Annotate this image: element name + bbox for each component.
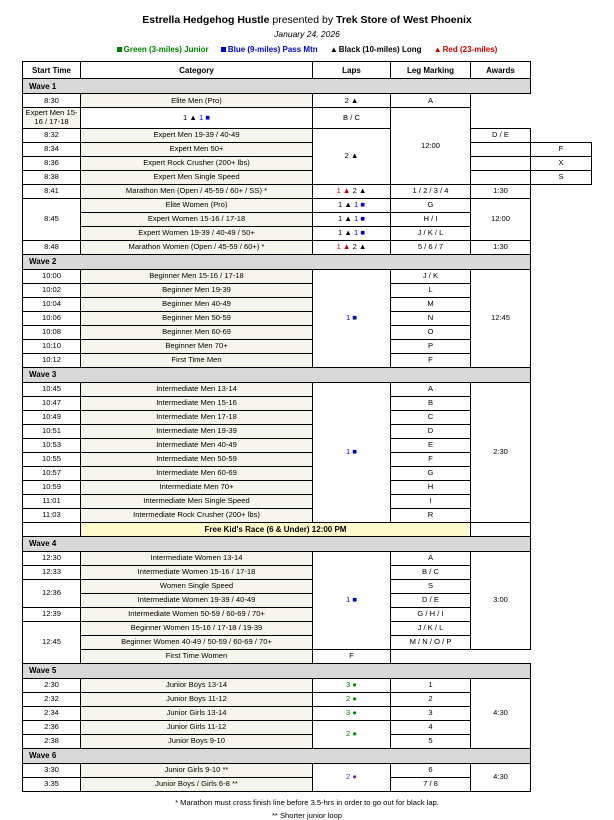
cell-start-time: 10:04 <box>23 297 81 311</box>
table-row <box>23 763 592 777</box>
cell-start-time: 10:59 <box>23 480 81 494</box>
cell-leg-marking: M / N / O / P <box>391 635 471 649</box>
cell-category: Expert Men 19-39 / 40-49 <box>81 128 313 142</box>
cell-category: Expert Men 15-16 / 17-18 <box>23 108 81 128</box>
green-square-icon <box>117 47 122 52</box>
cell-start-time: 10:55 <box>23 452 81 466</box>
cell-start-time: 10:53 <box>23 438 81 452</box>
cell-laps: 2 ▲ <box>313 94 391 108</box>
cell-start-time: 2:34 <box>23 706 81 720</box>
cell-leg-marking: G <box>391 198 471 212</box>
cell-start-time: 10:49 <box>23 410 81 424</box>
cell-leg-marking: 1 / 2 / 3 / 4 <box>391 184 471 198</box>
cell-start-time: 10:08 <box>23 325 81 339</box>
cell-start-time: 11:01 <box>23 494 81 508</box>
table-row <box>23 269 592 283</box>
table-row <box>23 170 592 184</box>
wave-label: Wave 5 <box>23 663 531 678</box>
cell-leg-marking: L <box>391 283 471 297</box>
cell-category: Marathon Women (Open / 45-59 / 60+) * <box>81 240 313 254</box>
cell-category: Beginner Men 70+ <box>81 339 313 353</box>
cell-leg-marking: B / C <box>391 565 471 579</box>
footnote-junior-loop: ** Shorter junior loop <box>271 810 343 820</box>
cell-start-time: 8:45 <box>23 198 81 240</box>
page-title <box>22 14 592 26</box>
cell-leg-marking: B / C <box>313 108 391 128</box>
cell-laps: 2 ● <box>313 763 391 791</box>
cell-category: Women Single Speed <box>81 579 313 593</box>
cell-laps: 1 ▲ 2 ▲ <box>313 240 391 254</box>
cell-laps <box>471 170 531 184</box>
cell-awards: 4:30 <box>471 763 531 791</box>
col-leg-marking: Leg Marking <box>391 62 471 79</box>
cell-leg-marking: M <box>391 297 471 311</box>
cell-start-time: 8:36 <box>23 156 81 170</box>
kids-race-spacer-left <box>23 522 81 536</box>
cell-awards: 2:30 <box>471 382 531 522</box>
cell-leg-marking: F <box>531 142 592 156</box>
cell-laps: 1 ▲ 1 ■ <box>313 198 391 212</box>
wave-label: Wave 1 <box>23 79 531 94</box>
title-connector: presented by <box>269 14 336 26</box>
cell-leg-marking: D / E <box>471 128 531 142</box>
cell-laps: 3 ● <box>313 678 391 692</box>
course-legend <box>22 45 592 54</box>
table-row <box>23 94 592 108</box>
wave-header-row <box>23 367 592 382</box>
cell-leg-marking: 1 <box>391 678 471 692</box>
cell-category: Elite Men (Pro) <box>81 94 313 108</box>
cell-start-time: 12:45 <box>23 621 81 663</box>
table-row <box>23 382 592 396</box>
event-name: Estrella Hedgehog Hustle <box>142 14 270 26</box>
wave-label: Wave 6 <box>23 748 531 763</box>
cell-leg-marking: G <box>391 466 471 480</box>
wave-label: Wave 3 <box>23 367 531 382</box>
cell-laps: 1 ▲ 1 ■ <box>313 212 391 226</box>
wave-header-row <box>23 748 592 763</box>
cell-category: Intermediate Women 15-16 / 17-18 <box>81 565 313 579</box>
kids-race-label: Free Kid's Race (6 & Under) 12:00 PM <box>81 522 471 536</box>
cell-category: Expert Women 15-16 / 17-18 <box>81 212 313 226</box>
cell-leg-marking: S <box>391 579 471 593</box>
legend-item-black <box>330 45 422 54</box>
cell-category: Intermediate Men 50-59 <box>81 452 313 466</box>
cell-leg-marking: 4 <box>391 720 471 734</box>
cell-laps: 2 ● <box>313 720 391 748</box>
cell-laps: 1 ▲ 2 ▲ <box>313 184 391 198</box>
cell-leg-marking: A <box>391 551 471 565</box>
cell-category: Intermediate Men Single Speed <box>81 494 313 508</box>
host-name: Trek Store of West Phoenix <box>335 14 472 26</box>
cell-start-time: 8:41 <box>23 184 81 198</box>
cell-category: Junior Boys 13-14 <box>81 678 313 692</box>
cell-category: Intermediate Men 13-14 <box>81 382 313 396</box>
cell-category: Intermediate Women 50-59 / 60-69 / 70+ <box>81 607 313 621</box>
cell-leg-marking: O <box>391 325 471 339</box>
cell-awards: 1:30 <box>471 184 531 198</box>
legend-label-red: Red (23-miles) <box>442 45 498 54</box>
table-row <box>23 198 592 212</box>
cell-category: Elite Women (Pro) <box>81 198 313 212</box>
legend-item-green <box>117 45 209 54</box>
legend-label-black: Black (10-miles) Long <box>338 45 422 54</box>
cell-leg-marking: A <box>391 382 471 396</box>
cell-category: Junior Girls 11-12 <box>81 720 313 734</box>
cell-start-time: 12:30 <box>23 551 81 565</box>
cell-leg-marking: D / E <box>391 593 471 607</box>
cell-category: Beginner Women 15-16 / 17-18 / 19-39 <box>81 621 313 635</box>
table-row <box>23 156 592 170</box>
cell-leg-marking: R <box>391 508 471 522</box>
col-start-time: Start Time <box>23 62 81 79</box>
table-row <box>23 649 592 663</box>
table-row <box>23 678 592 692</box>
cell-awards: 12:00 <box>471 198 531 240</box>
kids-race-row <box>23 522 592 536</box>
cell-leg-marking: A <box>391 94 471 108</box>
cell-start-time: 10:00 <box>23 269 81 283</box>
cell-category: First Time Women <box>81 649 313 663</box>
cell-laps: 1 ■ <box>313 382 391 522</box>
cell-category: Expert Men Single Speed <box>81 170 313 184</box>
cell-awards: 3:00 <box>471 551 531 649</box>
cell-leg-marking: 6 <box>391 763 471 777</box>
cell-category: Beginner Women 40-49 / 50-59 / 60-69 / 70+ <box>81 635 313 649</box>
cell-category: Expert Women 19-39 / 40-49 / 50+ <box>81 226 313 240</box>
wave-label: Wave 4 <box>23 536 531 551</box>
cell-awards: 1:30 <box>471 240 531 254</box>
event-date: January 24, 2026 <box>274 29 340 39</box>
cell-start-time: 3:35 <box>23 777 81 791</box>
cell-leg-marking: J / K / L <box>391 226 471 240</box>
cell-leg-marking: P <box>391 339 471 353</box>
cell-start-time: 10:57 <box>23 466 81 480</box>
cell-laps: 1 ■ <box>313 269 391 367</box>
cell-category: Intermediate Men 15-16 <box>81 396 313 410</box>
table-header-row <box>23 62 592 79</box>
cell-start-time: 10:02 <box>23 283 81 297</box>
col-category: Category <box>81 62 313 79</box>
cell-start-time: 11:03 <box>23 508 81 522</box>
col-laps: Laps <box>313 62 391 79</box>
cell-leg-marking: G / H / I <box>391 607 471 621</box>
cell-category: Intermediate Men 70+ <box>81 480 313 494</box>
cell-start-time: 8:30 <box>23 94 81 108</box>
cell-leg-marking: D <box>391 424 471 438</box>
wave-header-row <box>23 79 592 94</box>
cell-leg-marking: 7 / 8 <box>391 777 471 791</box>
cell-start-time: 10:47 <box>23 396 81 410</box>
cell-category: Beginner Men 60-69 <box>81 325 313 339</box>
cell-category: Expert Men 50+ <box>81 142 313 156</box>
cell-category: Beginner Men 19-39 <box>81 283 313 297</box>
table-row <box>23 128 592 142</box>
cell-leg-marking: H <box>391 480 471 494</box>
cell-start-time: 8:32 <box>23 128 81 142</box>
cell-category: Junior Boys / Girls 6-8 ** <box>81 777 313 791</box>
wave-header-row <box>23 663 592 678</box>
table-row <box>23 142 592 156</box>
cell-category: Beginner Men 40-49 <box>81 297 313 311</box>
cell-start-time: 2:38 <box>23 734 81 748</box>
cell-category: Intermediate Women 13-14 <box>81 551 313 565</box>
schedule-body <box>23 79 592 791</box>
cell-category: Junior Girls 13-14 <box>81 706 313 720</box>
legend-label-green: Green (3-miles) Junior <box>123 45 209 54</box>
cell-category: Intermediate Men 60-69 <box>81 466 313 480</box>
cell-leg-marking: J / K / L <box>391 621 471 635</box>
black-triangle-icon: ▲ <box>329 45 338 55</box>
cell-leg-marking: N <box>391 311 471 325</box>
cell-category: Junior Girls 9-10 ** <box>81 763 313 777</box>
cell-laps: 2 ▲ <box>313 128 391 184</box>
cell-laps: 1 ▲ 1 ■ <box>81 108 313 128</box>
red-triangle-icon: ▲ <box>433 45 442 55</box>
col-awards: Awards <box>471 62 531 79</box>
cell-laps: 1 ▲ 1 ■ <box>313 226 391 240</box>
table-row <box>23 108 592 128</box>
cell-start-time: 8:38 <box>23 170 81 184</box>
cell-start-time: 10:51 <box>23 424 81 438</box>
cell-start-time: 8:34 <box>23 142 81 156</box>
cell-category: Beginner Men 15-16 / 17-18 <box>81 269 313 283</box>
cell-start-time: 2:32 <box>23 692 81 706</box>
cell-start-time: 3:30 <box>23 763 81 777</box>
schedule-table <box>22 61 592 791</box>
cell-laps: 2 ● <box>313 692 391 706</box>
cell-category: Intermediate Men 40-49 <box>81 438 313 452</box>
cell-category: Marathon Men (Open / 45-59 / 60+ / SS) * <box>81 184 313 198</box>
cell-start-time: 10:06 <box>23 311 81 325</box>
cell-start-time: 8:48 <box>23 240 81 254</box>
cell-start-time: 12:36 <box>23 579 81 607</box>
cell-category: Intermediate Women 19-39 / 40-49 <box>81 593 313 607</box>
cell-leg-marking: 2 <box>391 692 471 706</box>
cell-leg-marking: F <box>391 353 471 367</box>
cell-leg-marking: H / I <box>391 212 471 226</box>
cell-leg-marking: 3 <box>391 706 471 720</box>
wave-header-row <box>23 536 592 551</box>
cell-start-time: 10:45 <box>23 382 81 396</box>
blue-square-icon <box>221 47 226 52</box>
cell-category: Intermediate Rock Crusher (200+ lbs) <box>81 508 313 522</box>
table-row <box>23 551 592 565</box>
cell-leg-marking: F <box>313 649 391 663</box>
cell-start-time: 12:39 <box>23 607 81 621</box>
cell-leg-marking: I <box>391 494 471 508</box>
cell-category: Intermediate Men 19-39 <box>81 424 313 438</box>
cell-start-time: 2:30 <box>23 678 81 692</box>
cell-awards: 4:30 <box>471 678 531 748</box>
cell-laps: 1 ■ <box>313 551 391 649</box>
cell-leg-marking: X <box>531 156 592 170</box>
cell-laps: 3 ● <box>313 706 391 720</box>
legend-label-blue: Blue (9-miles) Pass Mtn <box>227 45 318 54</box>
cell-awards: 12:00 <box>391 108 471 184</box>
cell-leg-marking: 5 <box>391 734 471 748</box>
cell-start-time: 2:36 <box>23 720 81 734</box>
cell-laps <box>471 142 531 156</box>
cell-leg-marking: 5 / 6 / 7 <box>391 240 471 254</box>
cell-start-time: 10:12 <box>23 353 81 367</box>
footnote-marathon: * Marathon must cross finish line before 3.5-hrs in order to go out for black lap. <box>175 797 439 807</box>
legend-item-red <box>434 45 498 54</box>
wave-header-row <box>23 254 592 269</box>
cell-start-time: 10:10 <box>23 339 81 353</box>
cell-category: First Time Men <box>81 353 313 367</box>
cell-leg-marking: E <box>391 438 471 452</box>
cell-leg-marking: F <box>391 452 471 466</box>
cell-category: Intermediate Men 17-18 <box>81 410 313 424</box>
cell-start-time: 12:33 <box>23 565 81 579</box>
kids-race-spacer-right <box>471 522 531 536</box>
cell-laps <box>471 156 531 170</box>
cell-leg-marking: B <box>391 396 471 410</box>
cell-leg-marking: J / K <box>391 269 471 283</box>
cell-awards: 12:45 <box>471 269 531 367</box>
cell-leg-marking: S <box>531 170 592 184</box>
cell-leg-marking: C <box>391 410 471 424</box>
legend-item-blue <box>221 45 318 54</box>
cell-category: Beginner Men 50-59 <box>81 311 313 325</box>
table-row <box>23 240 592 254</box>
wave-label: Wave 2 <box>23 254 531 269</box>
table-row <box>23 184 592 198</box>
cell-category: Expert Rock Crusher (200+ lbs) <box>81 156 313 170</box>
cell-category: Junior Boys 9-10 <box>81 734 313 748</box>
cell-category: Junior Boys 11-12 <box>81 692 313 706</box>
